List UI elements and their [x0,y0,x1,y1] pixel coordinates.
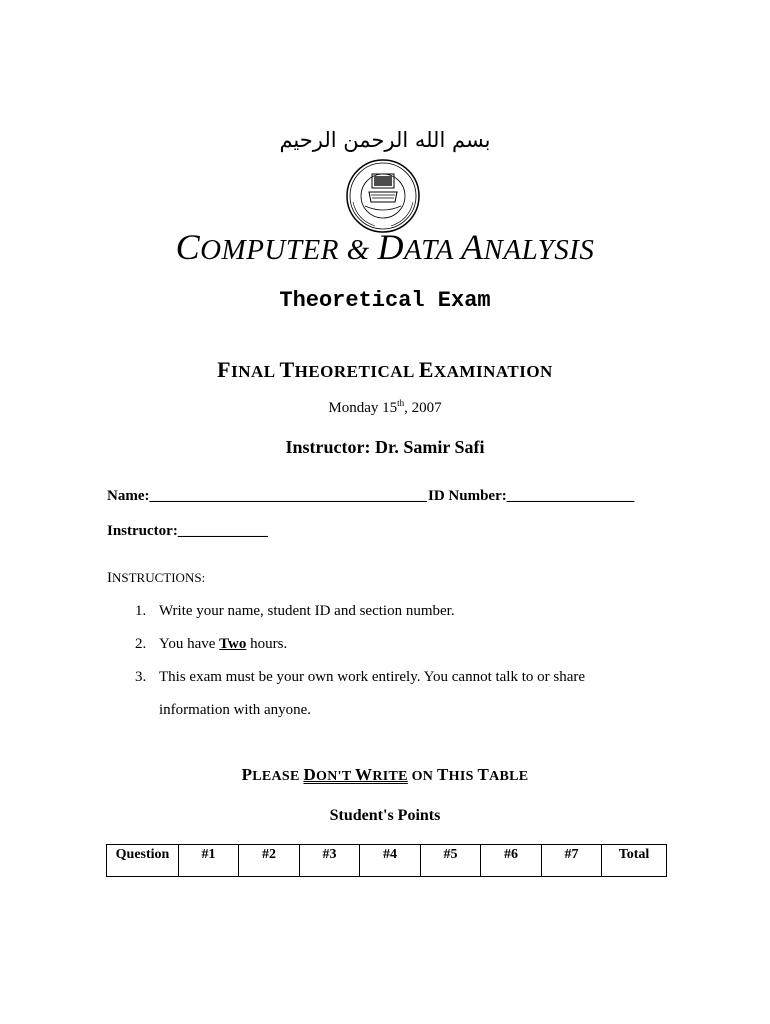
table-cell: #1 [179,845,239,877]
course-title: COMPUTER & DATA ANALYSIS [175,227,595,267]
table-cell: #6 [481,845,542,877]
table-warning: PLEASE DON'T WRITE ON THIS TABLE [241,765,529,784]
instructor-field[interactable]: Instructor:____________ [107,523,268,539]
final-exam-title: FINAL THEORETICAL EXAMINATION [217,357,553,382]
instruction-item: 3. This exam must be your own work entirely. You cannot talk to or share [135,669,586,685]
instruction-item-continuation: information with anyone. [159,702,312,718]
table-cell: #5 [421,845,481,877]
table-row [107,845,667,877]
basmala-text: بسم الله الرحمن الرحيم [279,128,491,152]
points-table [106,844,667,877]
table-cell: Question [107,845,179,877]
name-field[interactable]: Name:_____________________________________ [107,488,427,504]
table-cell: #3 [300,845,360,877]
instructions-heading: INSTRUCTIONS: [107,570,206,586]
points-caption: Student's Points [329,807,441,824]
exam-type: Theoretical Exam [279,288,491,313]
table-cell: #4 [360,845,421,877]
table-cell: #7 [542,845,602,877]
university-seal-icon [345,158,421,234]
table-cell: Total [602,845,667,877]
id-number-field[interactable]: ID Number:_________________ [428,488,635,504]
instructor-name: Instructor: Dr. Samir Safi [285,437,485,457]
exam-date: Monday 15th, 2007 [328,398,442,416]
instruction-item: 1. Write your name, student ID and section number. [135,603,455,619]
instruction-item: 2. You have Two hours. [135,636,288,652]
table-cell: #2 [239,845,300,877]
